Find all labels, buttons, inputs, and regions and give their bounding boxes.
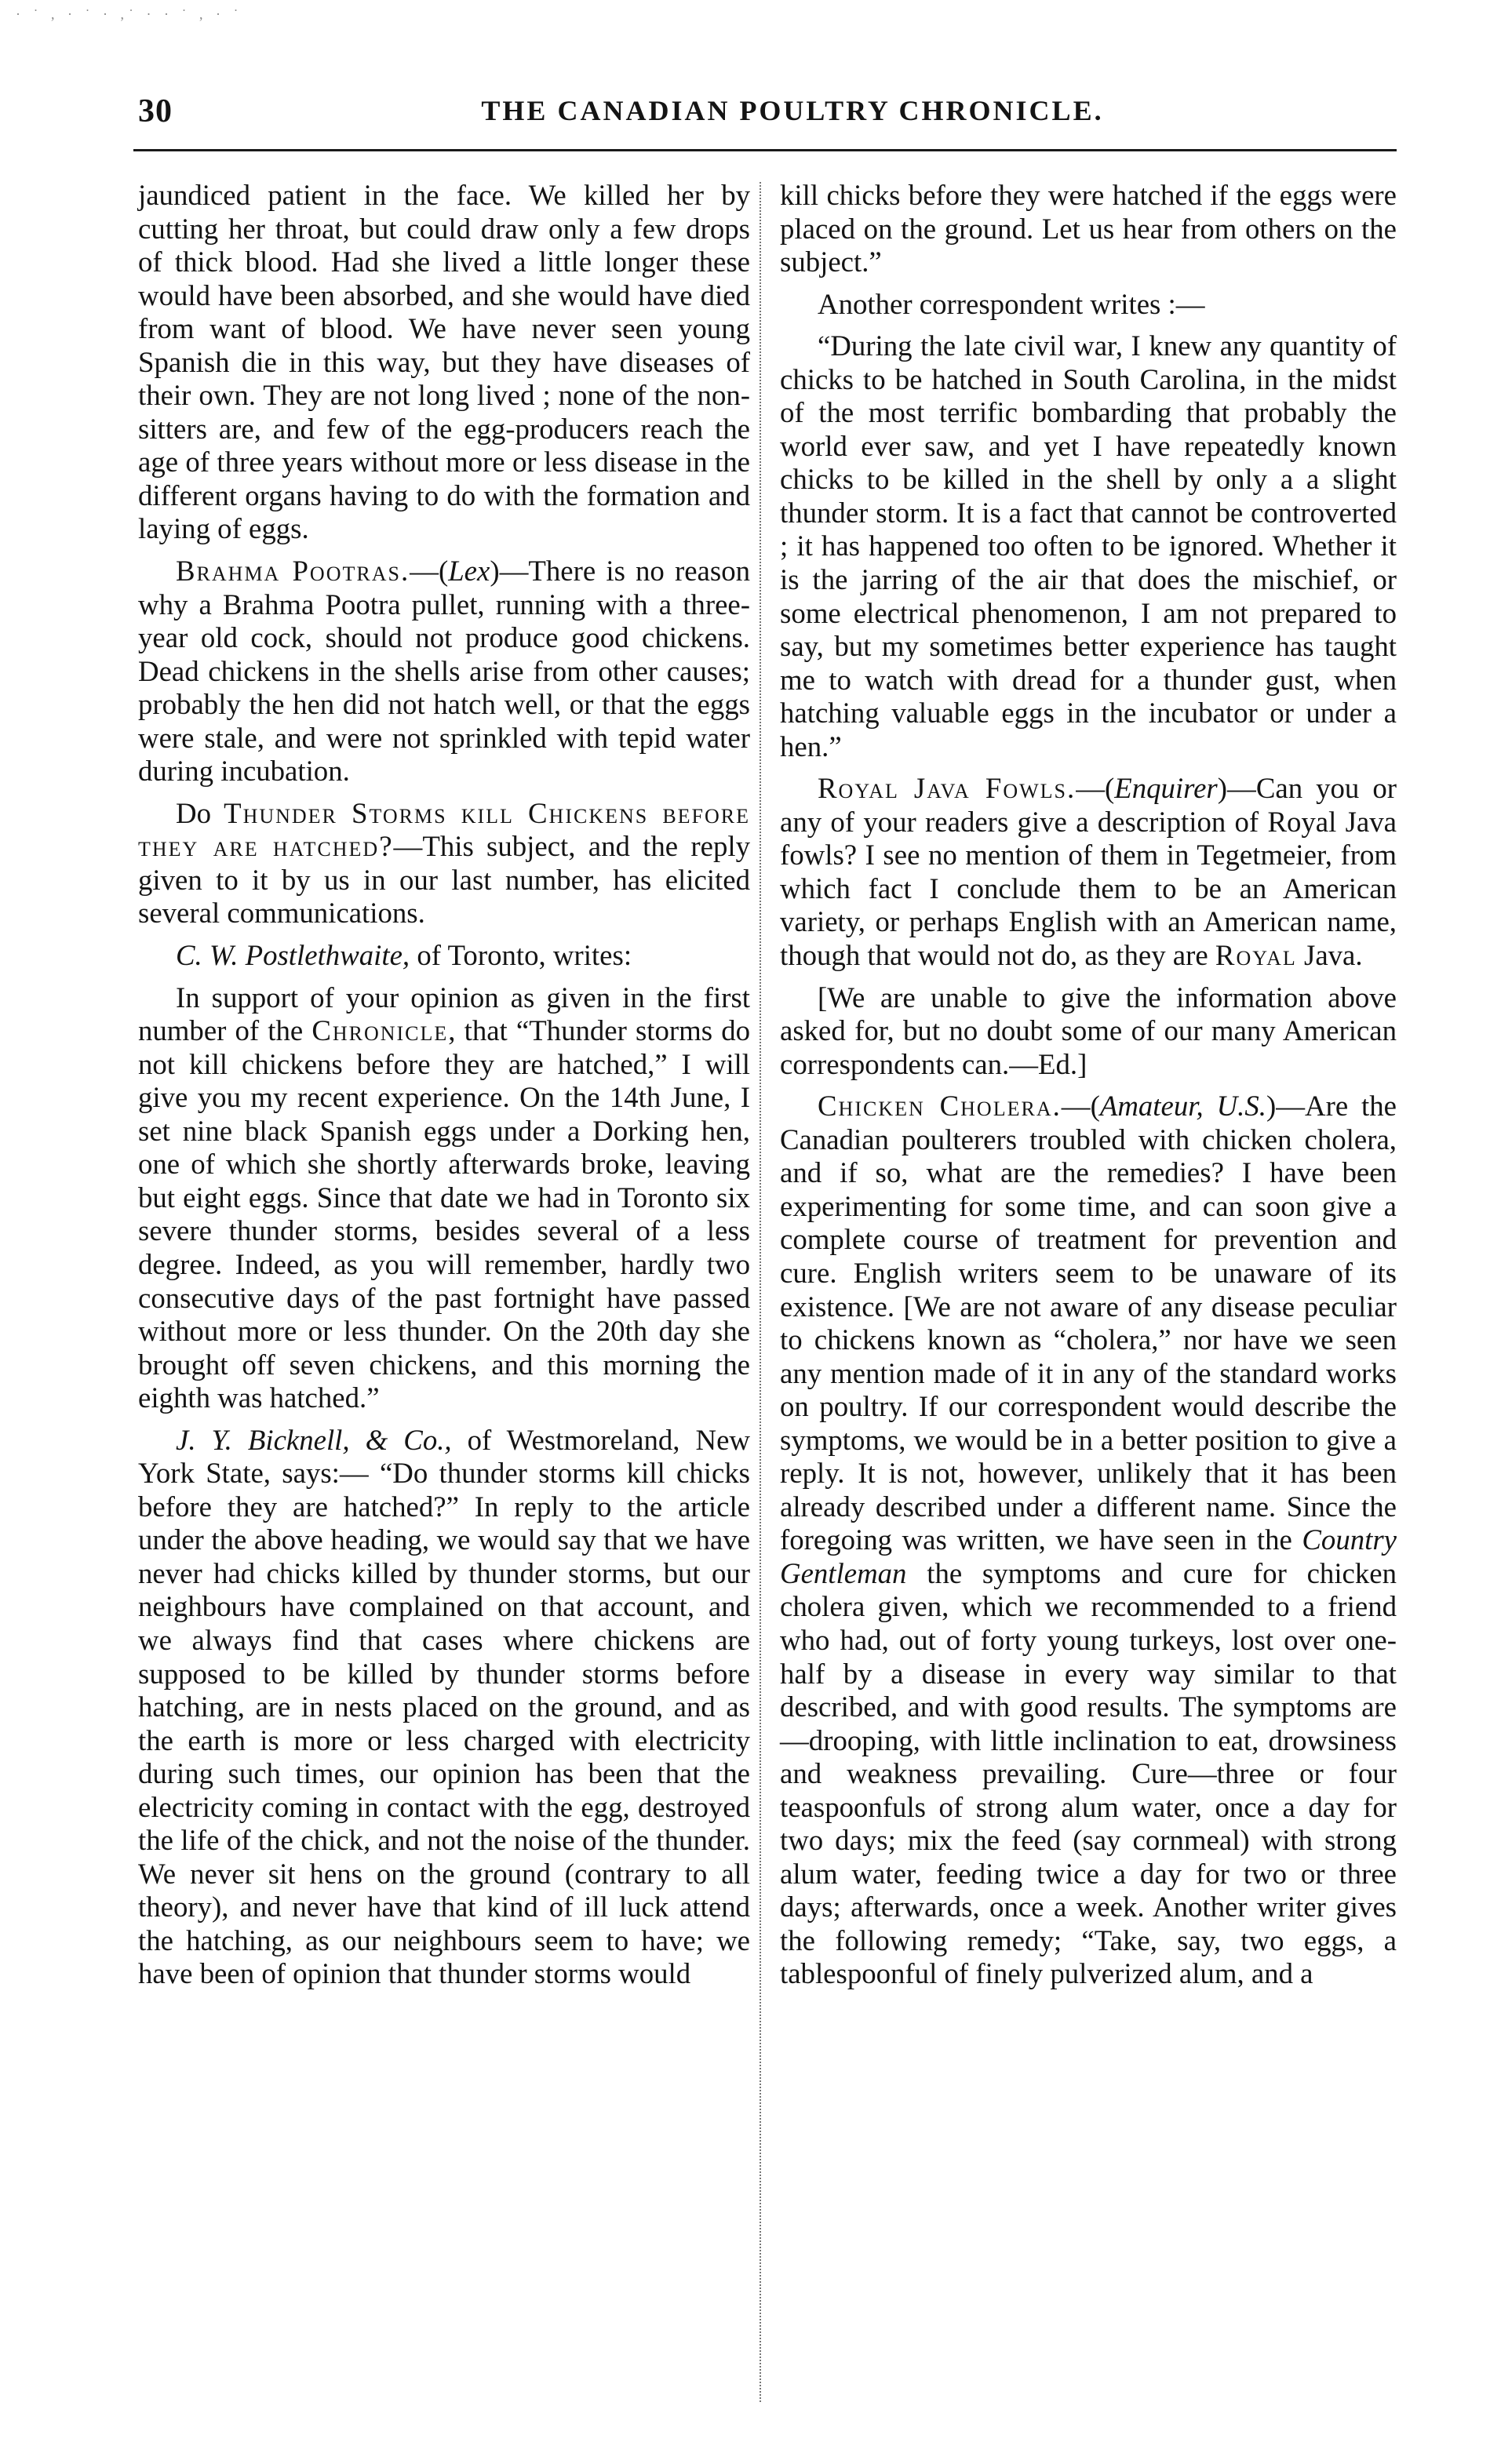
column-divider: [760, 182, 761, 2402]
paragraph-bicknell-letter: J. Y. Bicknell, & Co., of Westmoreland, New York State, says:— “Do thunder storms kill chicks before they are hatched?” In reply to the article under the above heading, we would say that we have never had chicks killed by thunder storms, but our neighbours have complained on that account, and we always find that cases where chickens are supposed to be killed by thunder storms before hatching, are in nests placed on the ground, and as the earth is more or less charged with electricity during such times, our opinion has been that the electricity coming in contact with the egg, destroyed the life of the chick, and not the noise of the thunder. We never sit hens on the ground (contrary to all theory), and never have that kind of ill luck attend the hatching, as our neighbours seem to have; we have been of opinion that thunder storms would: [138, 1423, 750, 1990]
correspondent-postlethwaite: C. W. Postlethwaite,: [176, 939, 410, 972]
running-title: THE CANADIAN POULTRY CHRONICLE.: [481, 95, 1104, 126]
header-rule: [133, 149, 1397, 151]
paragraph-postlethwaite-letter: In support of your opinion as given in the first number of the Chronicle, that “Thunder storms do not kill chickens before they are hatched,” I will give you my recent experience. On the 14th June, I set nine black Spanish eggs under a Dorking hen, one of which she shortly afterwards broke, leaving but eight eggs. Since that date we had in Toronto six severe thunder storms, besides several of a less degree. Indeed, as you will remember, hardly two consecutive days of the past fortnight have passed without more or less thunder. On the 20th day she brought off seven chickens, and this morning the eighth was hatched.”: [138, 981, 750, 1414]
page-edge-specks: · ˙ , · ˙ · ,˙ · · ˙ , · ˙: [16, 6, 243, 22]
paragraph-continuation-right: kill chicks before they were hatched if the eggs were placed on the ground. Let us hear from others on the subject.”: [780, 179, 1397, 278]
page-number: 30: [138, 93, 173, 129]
royal-word: Royal: [1215, 939, 1297, 972]
right-column: [780, 179, 1397, 2000]
correspondent-enquirer: Enquirer: [1114, 772, 1218, 805]
paragraph-civil-war-letter: “During the late civil war, I knew any quantity of chicks to be hatched in South Carolina, in the midst of the most terrific bombarding that probably the world ever saw, and yet I have repeatedly known chicks to be killed in the shell by only a a slight thunder storm. It is a fact that cannot be controverted ; it has happened too often to be ignored. Whether it is the jarring of the air that does the mischief, or some electrical phenomenon, I am not prepared to say, but my sometimes better experience has taught me to watch with dread for a thunder gust, when hatching valuable eggs in the incubator or under a hen.”: [780, 329, 1397, 762]
paragraph-continuation: jaundiced patient in the face. We killed her by cutting her throat, but could draw only a few drops of thick blood. Had she lived a little longer these would have been absorbed, and she would have died from want of blood. We have never seen young Spanish die in this way, but they have diseases of their own. They are not long lived ; none of the non-sitters are, and few of the egg-producers reach the age of three years without more or less disease in the different organs having to do with the formation and laying of eggs.: [138, 179, 750, 545]
paragraph-royal-java: Royal Java Fowls.—(Enquirer)—Can you or any of your readers give a description of Royal Java fowls? I see no mention of them in Tegetmeier, from which fact I conclude them to be an American variety, or perhaps English with an American name, though that would not do, as they are Royal Java.: [780, 772, 1397, 972]
section-heading-royal-java: Royal Java Fowls.: [818, 772, 1077, 805]
paragraph-postlethwaite-intro: C. W. Postlethwaite, of Toronto, writes:: [176, 939, 632, 972]
country-gentleman: Country Gentleman: [780, 1523, 1397, 1589]
paragraph-brahma-pootras: Brahma Pootras.—(Lex)—There is no reason why a Brahma Pootra pullet, running with a three-year old cock, should not produce good chickens. Dead chickens in the shells arise from other causes; probably the hen did not hatch well, or that the eggs were stale, and were not sprinkled with tepid water during incubation.: [138, 555, 750, 788]
correspondent-amateur: Amateur, U.S.: [1099, 1090, 1266, 1123]
section-heading-chicken-cholera: Chicken Cholera.: [818, 1090, 1062, 1123]
correspondent-bicknell: J. Y. Bicknell, & Co.,: [176, 1423, 452, 1456]
paragraph-thunder-storms: Do Thunder Storms kill Chickens before they are hatched?—This subject, and the reply given to it by us in our last number, has elicited several communications.: [138, 796, 751, 930]
correspondent-lex: Lex: [448, 555, 490, 588]
section-heading-thunder: Thunder Storms kill Chickens before they are hatched?: [138, 796, 751, 863]
paragraph-editor-note: [We are unable to give the information above asked for, but no doubt some of our many American correspondents can.—Ed.]: [780, 981, 1397, 1080]
left-column: [138, 179, 750, 2000]
paragraph-another-correspondent: Another correspondent writes :—: [818, 287, 1205, 320]
section-heading-brahma: Brahma Pootras.: [176, 555, 410, 588]
chronicle-name: Chronicle: [311, 1014, 449, 1047]
paragraph-chicken-cholera: Chicken Cholera.—(Amateur, U.S.)—Are the Canadian poulterers troubled with chicken cholera, and if so, what are the remedies? I have been experimenting for some time, and can soon give a complete course of treatment for prevention and cure. English writers seem to be unaware of its existence. [We are not aware of any disease peculiar to chickens known as “cholera,” nor have we seen any mention made of it in any of the standard works on poultry. If our correspondent would describe the symptoms, we would be in a better position to give a reply. It is not, however, unlikely that it has been already described under a different name. Since the foregoing was written, we have seen in the Country Gentleman the symptoms and cure for chicken cholera given, which we recommended to a friend who had, out of forty young turkeys, lost over one-half by a disease in every way similar to that described, and with good results. The symptoms are—drooping, with little inclination to eat, drowsiness and weakness prevailing. Cure—three or four teaspoonfuls of strong alum water, once a day for two days; mix the feed (say cornmeal) with strong alum water, feeding twice a day for two or three days; afterwards, once a week. Another writer gives the following remedy; “Take, say, two eggs, a tablespoonful of finely pulverized alum, and a: [780, 1090, 1397, 1990]
